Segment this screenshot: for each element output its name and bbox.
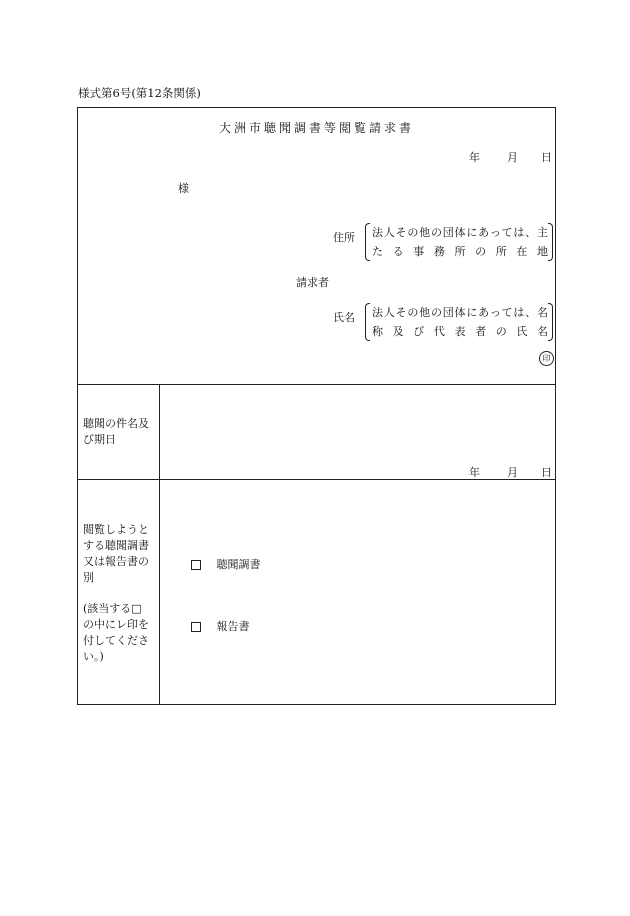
form-title: 大洲市聴聞調書等閲覧請求書 bbox=[218, 121, 414, 135]
name-bracket-right bbox=[548, 303, 553, 341]
documents-label-line1: 閲覧しようと bbox=[83, 523, 149, 536]
form-frame bbox=[77, 107, 556, 705]
hearing-record-checkbox[interactable] bbox=[191, 560, 201, 570]
hearing-record-label: 聴聞調書 bbox=[216, 558, 261, 571]
hearing-date bbox=[78, 464, 555, 478]
documents-note-line2: の中にレ印を bbox=[83, 618, 149, 631]
name-note-line2: 称及び代表者の氏名 bbox=[372, 325, 548, 338]
divider-2 bbox=[78, 479, 555, 480]
report-checkbox[interactable] bbox=[191, 622, 201, 632]
name-note-line1: 法人その他の団体にあっては、名 bbox=[372, 306, 548, 319]
date-year: 年 bbox=[469, 151, 480, 164]
date-day: 日 bbox=[541, 151, 552, 164]
address-note-line2: たる事務所の所在地 bbox=[372, 245, 548, 258]
documents-label-line4: 別 bbox=[83, 571, 94, 584]
requester-label: 請求者 bbox=[296, 276, 329, 289]
addressee-suffix: 様 bbox=[178, 182, 189, 195]
name-label: 氏名 bbox=[333, 311, 355, 324]
address-note bbox=[372, 223, 548, 261]
divider-1 bbox=[78, 384, 555, 385]
hearing-label-line2: び期日 bbox=[83, 433, 116, 446]
hearing-label-line1: 聴聞の件名及 bbox=[83, 417, 149, 430]
seal-mark: 印 bbox=[539, 351, 554, 366]
name-note bbox=[372, 303, 548, 341]
documents-note-line1: (該当する□ bbox=[83, 602, 142, 615]
column-divider bbox=[159, 384, 160, 704]
report-label: 報告書 bbox=[216, 620, 250, 633]
name-bracket-left bbox=[365, 303, 370, 341]
address-label: 住所 bbox=[333, 231, 355, 244]
documents-note-line3: 付してくださ bbox=[83, 634, 149, 647]
form-number-label: 様式第6号(第12条関係) bbox=[78, 86, 201, 100]
hearing-date-day: 日 bbox=[541, 466, 552, 479]
documents-note-line4: い。) bbox=[83, 650, 104, 663]
documents-label-line2: する聴聞調書 bbox=[83, 539, 149, 552]
hearing-date-year: 年 bbox=[469, 466, 480, 479]
option-hearing-record[interactable] bbox=[191, 556, 261, 572]
date-month: 月 bbox=[507, 151, 518, 164]
hearing-date-month: 月 bbox=[507, 466, 518, 479]
address-bracket-right bbox=[548, 223, 553, 261]
address-note-line1: 法人その他の団体にあっては、主 bbox=[372, 226, 548, 239]
hearing-label bbox=[83, 416, 157, 448]
documents-note bbox=[83, 601, 157, 665]
address-bracket-left bbox=[365, 223, 370, 261]
documents-label-line3: 又は報告書の bbox=[83, 555, 149, 568]
option-report[interactable] bbox=[191, 618, 250, 634]
documents-label bbox=[83, 522, 157, 586]
request-date bbox=[78, 149, 555, 163]
